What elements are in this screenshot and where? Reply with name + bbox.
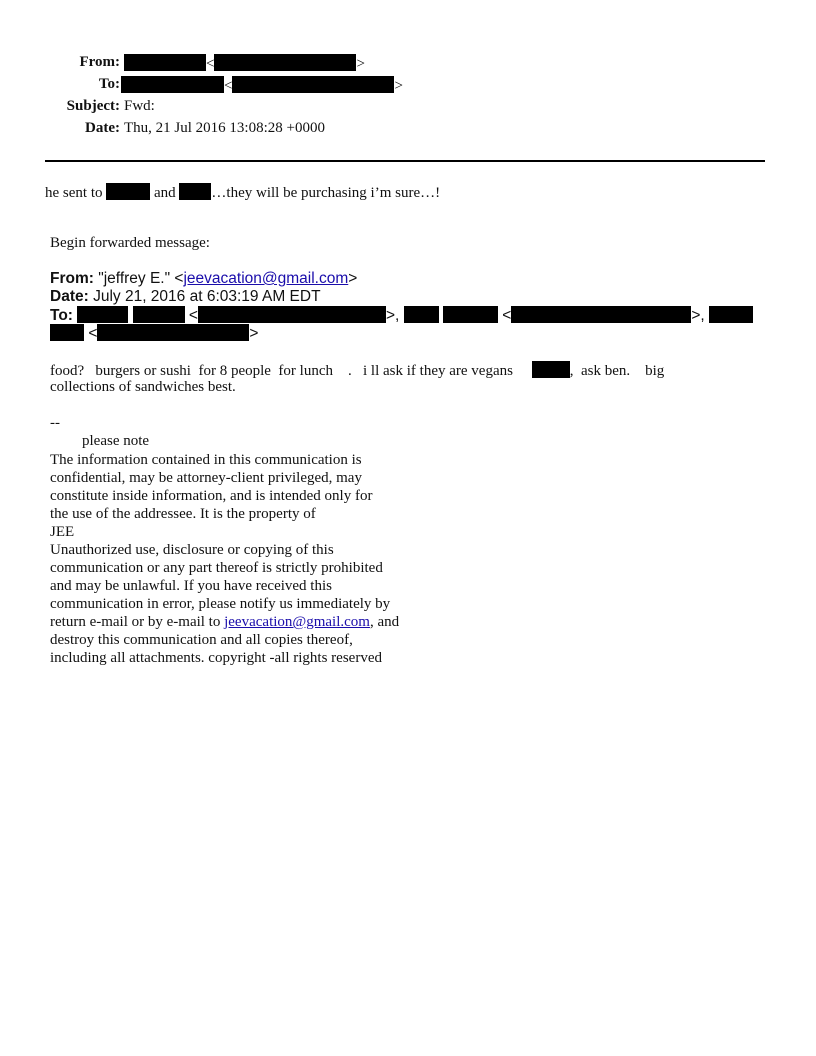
subject-value: Fwd: [124, 98, 155, 114]
fwd-from-email-link[interactable]: jeevacation@gmail.com [183, 270, 349, 287]
message-line-1: food? burgers or sushi for 8 people for lunch . i ll ask if they are vegans , ask ben. big [50, 363, 665, 379]
disclaimer-line: return e-mail or by e-mail to jeevacation@gmail.com, and [50, 614, 400, 630]
disclaimer-line: communication in error, please notify us immediately by [50, 596, 391, 612]
disclaimer-line: destroy this communication and all copies thereof, [50, 632, 353, 648]
redacted-block [106, 183, 150, 200]
begin-forwarded: Begin forwarded message: [50, 235, 210, 251]
fwd-to-line: To: < >, < >, [50, 306, 753, 325]
disclaimer-line: including all attachments. copyright -all rights reserved [50, 650, 382, 666]
redacted-block [179, 183, 211, 200]
redacted-block [97, 324, 249, 341]
redacted-block [214, 54, 356, 71]
to-label: To: [98, 76, 120, 92]
from-value: < > [124, 54, 365, 73]
redacted-block [532, 361, 570, 378]
disclaimer-line: the use of the addressee. It is the property of [50, 506, 316, 522]
redacted-block [77, 306, 128, 323]
disclaimer-line: confidential, may be attorney-client privileged, may [50, 470, 362, 486]
redacted-block [232, 76, 394, 93]
date-value: Thu, 21 Jul 2016 13:08:28 +0000 [124, 120, 325, 136]
header-divider [45, 160, 765, 162]
redacted-block [50, 324, 84, 341]
redacted-block [443, 306, 498, 323]
redacted-block [198, 306, 386, 323]
disclaimer-line: communication or any part thereof is strictly prohibited [50, 560, 383, 576]
please-note: please note [82, 433, 150, 449]
redacted-block [124, 54, 206, 71]
fwd-to-line-2: < > [50, 324, 258, 343]
disclaimer-line: Unauthorized use, disclosure or copying of this [50, 542, 334, 558]
intro-line: he sent to and …they will be purchasing i’m sure…! [45, 185, 441, 201]
disclaimer [50, 451, 399, 667]
disclaimer-line: and may be unlawful. If you have received this [50, 578, 332, 594]
redacted-block [121, 76, 224, 93]
disclaimer-email-link[interactable]: jeevacation@gmail.com [224, 614, 370, 630]
fwd-from-line: From: "jeffrey E." <jeevacation@gmail.com> [50, 270, 358, 287]
fwd-date-line: Date: July 21, 2016 at 6:03:19 AM EDT [50, 288, 321, 305]
disclaimer-line: constitute inside information, and is intended only for [50, 488, 373, 504]
disclaimer-line: JEE [50, 524, 75, 540]
date-label: Date: [85, 120, 120, 136]
message-line-2: collections of sandwiches best. [50, 379, 236, 395]
from-label: From: [79, 54, 120, 70]
to-value: < > [121, 76, 403, 95]
redacted-block [709, 306, 753, 323]
disclaimer-line: The information contained in this communication is [50, 452, 362, 468]
subject-label: Subject: [66, 98, 120, 114]
signature-dashes: -- [50, 415, 60, 431]
redacted-block [133, 306, 185, 323]
redacted-block [404, 306, 439, 323]
redacted-block [511, 306, 691, 323]
